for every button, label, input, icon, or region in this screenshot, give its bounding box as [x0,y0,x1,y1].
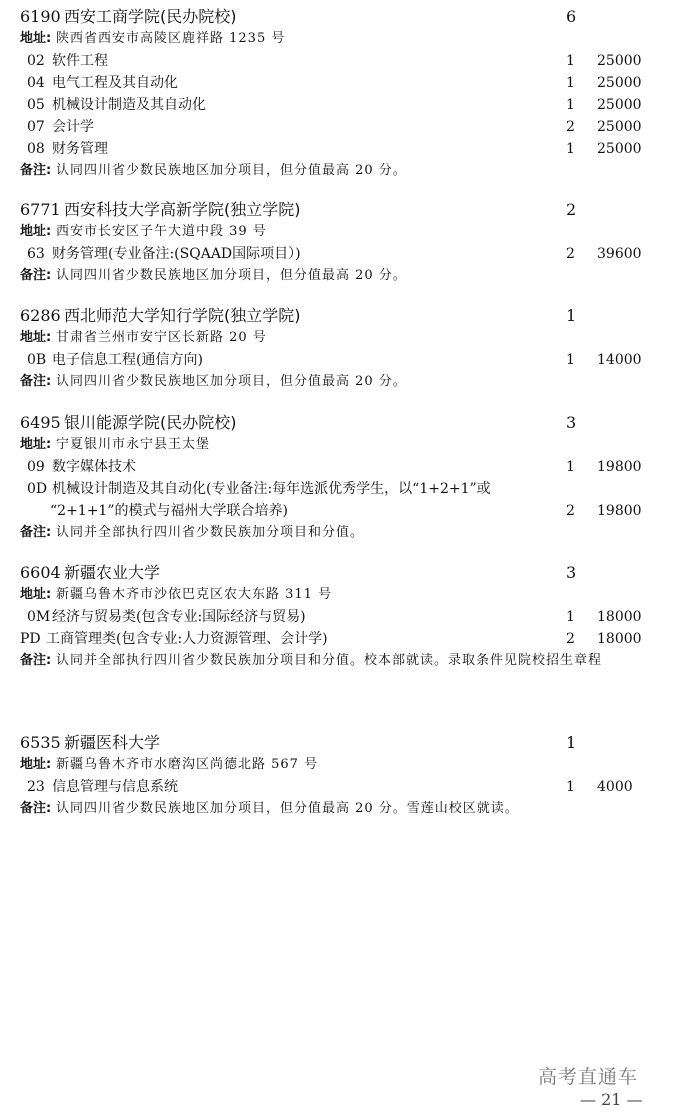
address-text: 宁夏银川市永宁县王太堡 [56,437,211,452]
school-code: 6286 [20,306,61,325]
note-text: 认同四川省少数民族地区加分项目，但分值最高 20 分。 [56,268,407,283]
school-address [0,221,680,243]
major-fee: 18000 [597,631,642,647]
major-count: 1 [566,53,575,69]
major-code: 08 [27,141,45,157]
major-fee: 25000 [597,53,642,69]
school-plan-count: 1 [566,733,577,752]
school-address [0,434,680,456]
major-fee: 19800 [597,503,642,519]
major-code: 02 [27,53,45,69]
major-name: 会计学 [52,119,94,135]
school-code: 6190 [20,7,61,26]
major-fee: 39600 [597,246,642,262]
school-code: 6535 [20,733,61,752]
note-text: 认同并全部执行四川省少数民族加分项目和分值。 [56,525,365,540]
school-header [0,6,680,28]
major-fee: 4000 [597,779,633,795]
major-row [0,478,680,500]
school-code: 6771 [20,200,61,219]
school-header [0,305,680,327]
school-name: 西安工商学院(民办院校) [64,7,237,26]
major-count: 1 [566,97,575,113]
school-name: 新疆农业大学 [64,563,161,582]
address-label: 地址: [20,437,52,452]
school-plan-count: 2 [566,200,577,219]
note-text: 认同四川省少数民族地区加分项目，但分值最高 20 分。雪莲山校区就读。 [56,801,519,816]
major-count: 1 [566,609,575,625]
major-code: 04 [27,75,45,91]
school-header [0,412,680,434]
school-name: 西安科技大学高新学院(独立学院) [64,200,301,219]
address-label: 地址: [20,31,52,46]
school-name: 西北师范大学知行学院(独立学院) [64,306,301,325]
major-name: 机械设计制造及其自动化(专业备注:每年选派优秀学生，以“1+2+1”或 [52,481,491,497]
note-text: 认同四川省少数民族地区加分项目，但分值最高 20 分。 [56,163,407,178]
school-plan-count: 3 [566,563,577,582]
school-plan-count: 3 [566,413,577,432]
major-fee: 25000 [597,141,642,157]
major-name-continued: “2+1+1”的模式与福州大学联合培养) [50,503,288,519]
note-label: 备注: [20,374,52,389]
address-text: 新疆乌鲁木齐市沙依巴克区农大东路 311 号 [56,587,333,602]
school-note [0,160,680,182]
major-row [0,72,680,94]
page-number: — 21 — [580,1090,643,1109]
school-address [0,327,680,349]
major-name: 信息管理与信息系统 [52,779,178,795]
major-code: 09 [27,459,45,475]
major-count: 1 [566,141,575,157]
major-count: 1 [566,75,575,91]
address-text: 甘肃省兰州市安宁区长新路 20 号 [56,330,267,345]
major-row [0,50,680,72]
school-header [0,732,680,754]
school-name: 新疆医科大学 [64,733,161,752]
address-text: 陕西省西安市高陵区鹿祥路 1235 号 [56,31,286,46]
major-name: 电子信息工程(通信方向) [52,352,203,368]
note-text: 认同四川省少数民族地区加分项目，但分值最高 20 分。 [56,374,407,389]
major-count: 1 [566,779,575,795]
school-address [0,28,680,50]
major-fee: 25000 [597,75,642,91]
major-count: 1 [566,352,575,368]
major-name: 财务管理(专业备注:(SQAAD国际项目）) [52,246,301,262]
footer-brand: 高考直通车 [538,1066,639,1088]
note-label: 备注: [20,801,52,816]
major-count: 2 [566,631,575,647]
note-label: 备注: [20,268,52,283]
major-row [0,456,680,478]
school-code: 6495 [20,413,61,432]
major-name: 数字媒体技术 [52,459,136,475]
school-header [0,199,680,221]
major-fee: 14000 [597,352,642,368]
school-note [0,650,680,694]
school-note [0,371,680,393]
school-address [0,754,680,776]
major-code: 0D [27,481,48,497]
address-text: 新疆乌鲁木齐市水磨沟区尚德北路 567 号 [56,757,319,772]
note-text: 认同并全部执行四川省少数民族加分项目和分值。校本部就读。录取条件见院校招生章程 [56,653,603,668]
address-label: 地址: [20,757,52,772]
major-name: 软件工程 [52,53,108,69]
major-row [0,628,680,650]
address-label: 地址: [20,224,52,239]
note-label: 备注: [20,653,52,668]
major-name: 财务管理 [52,141,108,157]
school-plan-count: 6 [566,7,577,26]
major-fee: 18000 [597,609,642,625]
major-row [0,776,680,798]
school-name: 银川能源学院(民办院校) [64,413,237,432]
school-note [0,265,680,287]
major-row [0,349,680,371]
major-fee: 25000 [597,97,642,113]
major-row [0,116,680,138]
major-code: 07 [27,119,45,135]
major-code: 0M [27,609,51,625]
major-count: 2 [566,246,575,262]
major-code: 0B [27,352,47,368]
address-label: 地址: [20,587,52,602]
school-header [0,562,680,584]
address-text: 西安市长安区子午大道中段 39 号 [56,224,267,239]
major-code: 23 [27,779,45,795]
school-address [0,584,680,606]
major-row [0,606,680,628]
major-code: 05 [27,97,45,113]
note-label: 备注: [20,525,52,540]
major-count: 1 [566,459,575,475]
major-count: 2 [566,503,575,519]
major-code: 63 [27,246,45,262]
address-label: 地址: [20,330,52,345]
school-plan-count: 1 [566,306,577,325]
major-count: 2 [566,119,575,135]
note-label: 备注: [20,163,52,178]
major-name: 经济与贸易类(包含专业:国际经济与贸易) [52,609,306,625]
school-note [0,798,680,820]
major-name: 电气工程及其自动化 [52,75,178,91]
major-row [0,243,680,265]
major-row [0,138,680,160]
school-code: 6604 [20,563,61,582]
school-note [0,522,680,544]
major-fee: 19800 [597,459,642,475]
major-fee: 25000 [597,119,642,135]
major-code: PD [20,631,41,647]
major-row-continuation [0,500,680,522]
major-name: 机械设计制造及其自动化 [52,97,206,113]
major-row [0,94,680,116]
major-name: 工商管理类(包含专业:人力资源管理、会计学) [46,631,328,647]
